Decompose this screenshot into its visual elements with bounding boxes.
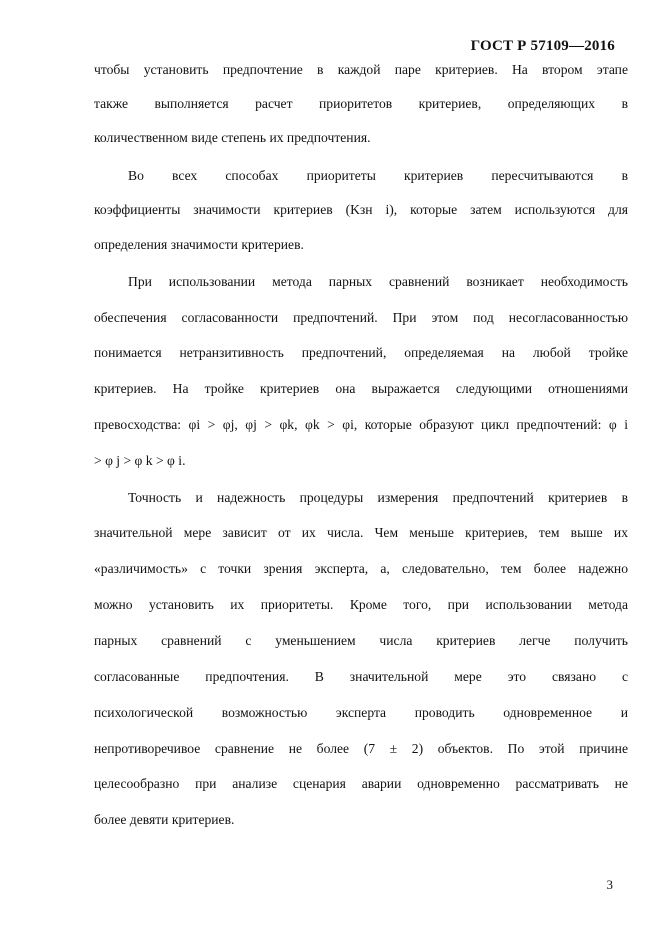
text-line: > φ j > φ k > φ i. bbox=[94, 453, 186, 468]
text-line: целесообразно при анализе сценария аварии одновременно рассматривать не bbox=[94, 776, 628, 791]
text-line: обеспечения согласованности предпочтений. При этом под несогласованностью bbox=[94, 310, 628, 325]
text-line: количественном виде степень их предпочтения. bbox=[94, 130, 371, 145]
paragraph-first-line: Во всех способах приоритеты критериев пересчитываются в bbox=[128, 168, 628, 183]
text-line: значительной мере зависит от их числа. Чем меньше критериев, тем выше их bbox=[94, 525, 628, 540]
text-line: коэффициенты значимости критериев (Kзн i), которые затем используются для bbox=[94, 202, 628, 217]
text-line: непротиворечивое сравнение не более (7 ± 2) объектов. По этой причине bbox=[94, 741, 628, 756]
paragraph-first-line: При использовании метода парных сравнений возникает необходимость bbox=[128, 274, 628, 289]
text-line: согласованные предпочтения. В значительной мере это связано с bbox=[94, 669, 628, 684]
text-line: также выполняется расчет приоритетов критериев, определяющих в bbox=[94, 96, 628, 111]
text-line: определения значимости критериев. bbox=[94, 237, 304, 252]
text-line: психологической возможностью эксперта проводить одновременное и bbox=[94, 705, 628, 720]
paragraph-first-line: Точность и надежность процедуры измерения предпочтений критериев в bbox=[128, 490, 628, 505]
text-line: превосходства: φi > φj, φj > φk, φk > φi, которые образуют цикл предпочтений: φ i bbox=[94, 417, 628, 432]
text-line: «различимость» с точки зрения эксперта, а, следовательно, тем более надежно bbox=[94, 561, 628, 576]
text-line: парных сравнений с уменьшением числа критериев легче получить bbox=[94, 633, 628, 648]
text-line: критериев. На тройке критериев она выражается следующими отношениями bbox=[94, 381, 628, 396]
page-number: 3 bbox=[606, 877, 613, 892]
document-code-header: ГОСТ Р 57109—2016 bbox=[470, 38, 615, 54]
text-line: можно установить их приоритеты. Кроме того, при использовании метода bbox=[94, 597, 628, 612]
text-line: понимается нетранзитивность предпочтений, определяемая на любой тройке bbox=[94, 345, 628, 360]
text-line: чтобы установить предпочтение в каждой паре критериев. На втором этапе bbox=[94, 62, 628, 77]
text-line: более девяти критериев. bbox=[94, 812, 235, 827]
